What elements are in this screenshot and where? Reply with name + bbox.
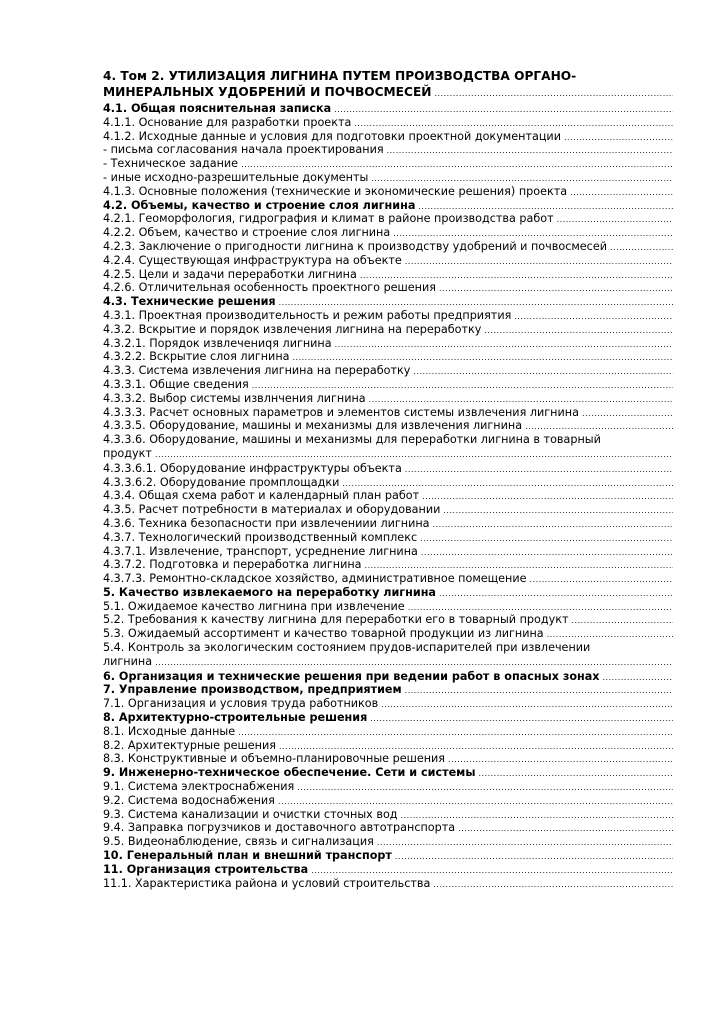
- toc-entry: [103, 683, 673, 697]
- toc-entry-text: 4.3.7.2. Подготовка и переработка лигнина: [103, 558, 362, 572]
- dot-leader: [152, 656, 673, 670]
- dot-leader: [366, 393, 673, 406]
- dot-leader: [275, 795, 673, 808]
- dot-leader: [511, 310, 673, 323]
- dot-leader: [390, 227, 673, 240]
- dot-leader: [357, 269, 673, 282]
- dot-leader: [579, 407, 673, 420]
- toc-entry: [103, 558, 673, 572]
- dot-leader: [410, 365, 673, 378]
- toc-entry: [103, 821, 673, 835]
- toc-entry: [103, 586, 673, 600]
- toc-entry-text: 4.3.2. Вскрытие и порядок извлечения лигнина на переработку: [103, 322, 482, 336]
- toc-entry: [103, 849, 673, 863]
- dot-leader: [475, 767, 673, 780]
- toc-entry-text: 4.3.3.5. Оборудование, машины и механизмы для извлечения лигнина: [103, 419, 523, 433]
- toc-entry: [103, 697, 673, 711]
- section-title: [103, 68, 673, 102]
- toc-entry-text: 4.1.2. Исходные данные и условия для подготовки проектной документации: [103, 129, 561, 143]
- toc-entry-text: 9.5. Видеонаблюдение, связь и сигнализация: [103, 835, 374, 849]
- toc-entry-text: 4.3.6. Техника безопасности при извлечениии лигнина: [103, 516, 430, 530]
- toc-entry-text: 4.2.3. Заключение о пригодности лигнина к производству удобрений и почвосмесей: [103, 239, 607, 253]
- toc-entry: [103, 863, 673, 877]
- dot-leader: [417, 532, 673, 545]
- dot-leader: [402, 463, 673, 476]
- dot-leader: [294, 781, 673, 794]
- toc-entry-text: 4.3.3.2. Выбор системы извлнчения лигнина: [103, 391, 366, 405]
- toc-entry: [103, 600, 673, 614]
- toc-entry-wrapped: [103, 641, 673, 670]
- toc-entry-text: 4.3.1. Проектная производительность и режим работы предприятия: [103, 308, 512, 322]
- toc-entry-text: - письма согласования начала проектирования: [103, 143, 384, 157]
- toc-entry: [103, 462, 673, 476]
- dot-leader: [276, 740, 673, 753]
- toc-entry: [103, 406, 673, 420]
- dot-leader: [415, 200, 673, 213]
- toc-entry: [103, 711, 673, 725]
- toc-entry-text: 4.3.2.1. Порядок извлечениqя лигнина: [103, 336, 332, 350]
- toc-entry: [103, 531, 673, 545]
- toc-entry-wrapped-line-2-row: [103, 447, 673, 462]
- toc-entry: [103, 309, 673, 323]
- toc-entry-wrapped-line-2-row: [103, 655, 673, 670]
- dot-leader: [331, 103, 673, 116]
- toc-entry: [103, 419, 673, 433]
- toc-entry: [103, 171, 673, 185]
- toc-entry: [103, 794, 673, 808]
- toc-entry-text: 4.3.3. Система извлечения лигнина на переработку: [103, 364, 411, 378]
- toc-entry: [103, 780, 673, 794]
- toc-entry-wrapped-line-1: 5.4. Контроль за экологическим состоянием прудов-испарителей при извлечении: [103, 641, 591, 655]
- dot-leader: [368, 172, 673, 185]
- table-of-contents-part-3: [103, 670, 673, 891]
- toc-entry-text: 7. Управление производством, предприятием: [103, 683, 402, 697]
- dot-leader: [378, 698, 673, 711]
- toc-entry-text: 8. Архитектурно-строительные решения: [103, 711, 368, 725]
- dot-leader: [430, 878, 673, 891]
- toc-entry-text: 9.4. Заправка погрузчиков и доставочного автотранспорта: [103, 821, 456, 835]
- toc-entry-text: 4.2.5. Цели и задачи переработки лигнина: [103, 267, 357, 281]
- dot-leader: [418, 546, 673, 559]
- toc-entry-text: 5. Качество извлекаемого на переработку лигнина: [103, 585, 436, 599]
- toc-entry: [103, 143, 673, 157]
- dot-leader: [152, 448, 673, 462]
- dot-leader: [374, 836, 673, 849]
- section-title-line-2: МИНЕРАЛЬНЫХ УДОБРЕНИЙ И ПОЧВОСМЕСЕЙ: [103, 85, 432, 99]
- dot-leader: [445, 753, 673, 766]
- dot-leader: [402, 255, 673, 268]
- toc-entry: [103, 670, 673, 684]
- dot-leader: [527, 573, 673, 586]
- toc-entry: [103, 489, 673, 503]
- dot-leader: [522, 420, 673, 433]
- toc-entry: [103, 281, 673, 295]
- toc-entry-text: 5.1. Ожидаемое качество лигнина при извлечение: [103, 599, 405, 613]
- toc-entry-text: 4.3. Технические решения: [103, 295, 276, 309]
- toc-entry: [103, 199, 673, 213]
- dot-leader: [339, 477, 673, 490]
- dot-leader: [567, 186, 673, 199]
- toc-entry-text: 9. Инженерно-техническое обеспечение. Сети и системы: [103, 766, 476, 780]
- dot-leader: [554, 213, 673, 226]
- dot-leader: [607, 241, 673, 254]
- dot-leader: [544, 628, 673, 641]
- dot-leader: [431, 86, 673, 102]
- toc-entry-text: 4.1.1. Основание для разработки проекта: [103, 115, 352, 129]
- toc-entry-text: 5.3. Ожидаемый ассортимент и качество товарной продукции из лигнина: [103, 627, 544, 641]
- toc-entry: [103, 627, 673, 641]
- toc-entry: [103, 476, 673, 490]
- toc-entry-text: 4.2.6. Отличительная особенность проектного решения: [103, 281, 436, 295]
- toc-entry: [103, 613, 673, 627]
- toc-entry: [103, 212, 673, 226]
- dot-leader: [392, 850, 673, 863]
- toc-entry-text: 4.3.3.1. Общие сведения: [103, 377, 249, 391]
- toc-entry: [103, 517, 673, 531]
- dot-leader: [235, 726, 673, 739]
- dot-leader: [561, 131, 673, 144]
- dot-leader: [249, 379, 673, 392]
- toc-entry: [103, 752, 673, 766]
- dot-leader: [405, 601, 673, 614]
- dot-leader: [419, 490, 673, 503]
- dot-leader: [332, 338, 673, 351]
- toc-entry: [103, 226, 673, 240]
- dot-leader: [398, 809, 673, 822]
- dot-leader: [384, 144, 673, 157]
- dot-leader: [600, 671, 674, 684]
- toc-entry-text: 4.3.3.3. Расчет основных параметров и элементов системы извлечения лигнина: [103, 405, 579, 419]
- toc-entry-text: 4.3.4. Общая схема работ и календарный план работ: [103, 489, 420, 503]
- toc-entry: [103, 808, 673, 822]
- dot-leader: [362, 559, 673, 572]
- toc-entry: [103, 254, 673, 268]
- toc-entry: [103, 503, 673, 517]
- dot-leader: [238, 158, 673, 171]
- toc-entry: [103, 157, 673, 171]
- toc-entry-text: 9.2. Система водоснабжения: [103, 793, 275, 807]
- toc-entry-wrapped-line-2: продукт: [103, 446, 152, 460]
- section-title-line-1: 4. Том 2. УТИЛИЗАЦИЯ ЛИГНИНА ПУТЕМ ПРОИЗВОДСТВА ОРГАНО-: [103, 69, 577, 83]
- toc-entry-text: 4.1.3. Основные положения (технические и экономические решения) проекта: [103, 184, 568, 198]
- toc-entry: [103, 725, 673, 739]
- toc-entry-wrapped-line-2: лигнина: [103, 654, 153, 668]
- toc-entry-text: 11. Организация строительства: [103, 862, 309, 876]
- toc-entry: [103, 378, 673, 392]
- dot-leader: [351, 117, 673, 130]
- toc-entry-text: 4.3.2.2. Вскрытие слоя лигнина: [103, 350, 290, 364]
- toc-entry-text: 8.2. Архитектурные решения: [103, 738, 276, 752]
- toc-entry-text: 4.3.7.1. Извлечение, транспорт, усреднение лигнина: [103, 544, 418, 558]
- toc-entry: [103, 877, 673, 891]
- dot-leader: [436, 587, 673, 600]
- toc-entry: [103, 116, 673, 130]
- toc-entry-text: 4.3.3.6.2. Оборудование промплощадки: [103, 475, 340, 489]
- dot-leader: [402, 684, 673, 697]
- toc-entry-text: 4.1. Общая пояснительная записка: [103, 102, 332, 115]
- section-title-line-2-row: [103, 84, 673, 102]
- dot-leader: [436, 282, 673, 295]
- toc-entry: [103, 835, 673, 849]
- toc-entry-text: 9.3. Система канализации и очистки сточных вод: [103, 807, 398, 821]
- toc-entry: [103, 130, 673, 144]
- toc-entry-text: 9.1. Система электроснабжения: [103, 780, 295, 794]
- toc-entry-text: 8.1. Исходные данные: [103, 724, 236, 738]
- dot-leader: [289, 351, 673, 364]
- toc-entry: [103, 545, 673, 559]
- dot-leader: [308, 864, 673, 877]
- dot-leader: [455, 822, 673, 835]
- toc-entry-text: 7.1. Организация и условия труда работников: [103, 697, 379, 711]
- toc-entry-text: 4.2.4. Существующая инфраструктура на объекте: [103, 253, 402, 267]
- toc-entry-text: 4.2.2. Объем, качество и строение слоя лигнина: [103, 226, 391, 240]
- toc-entry: [103, 268, 673, 282]
- toc-entry-text: - иные исходно-разрешительные документы: [103, 170, 369, 184]
- dot-leader: [481, 324, 673, 337]
- toc-entry-text: 4.2. Объемы, качество и строение слоя лигнина: [103, 198, 416, 212]
- dot-leader: [276, 296, 673, 309]
- toc-entry-text: 4.3.3.6.1. Оборудование инфраструктуры объекта: [103, 461, 402, 475]
- toc-entry-text: - Техническое задание: [103, 157, 239, 171]
- dot-leader: [440, 504, 673, 517]
- table-of-contents-part-2: [103, 462, 673, 641]
- toc-entry-text: 10. Генеральный план и внешний транспорт: [103, 849, 392, 863]
- toc-entry: [103, 240, 673, 254]
- toc-entry-text: 8.3. Конструктивные и объемно-планировочные решения: [103, 752, 446, 766]
- toc-entry: [103, 102, 673, 116]
- toc-entry-text: 4.3.7. Технологический производственный комплекс: [103, 530, 418, 544]
- toc-entry: [103, 572, 673, 586]
- toc-entry: [103, 364, 673, 378]
- toc-entry: [103, 337, 673, 351]
- dot-leader: [367, 712, 673, 725]
- toc-entry: [103, 392, 673, 406]
- toc-entry: [103, 766, 673, 780]
- toc-entry: [103, 739, 673, 753]
- toc-entry: [103, 350, 673, 364]
- toc-entry-text: 4.3.7.3. Ремонтно-складское хозяйство, административное помещение: [103, 572, 527, 586]
- toc-entry: [103, 295, 673, 309]
- toc-entry-wrapped-line-1: 4.3.3.6. Оборудование, машины и механизмы для переработки лигнина в товарный: [103, 433, 601, 447]
- toc-entry-text: 11.1. Характеристика района и условий строительства: [103, 876, 431, 890]
- toc-entry: [103, 185, 673, 199]
- toc-entry: [103, 323, 673, 337]
- toc-entry-wrapped: [103, 433, 673, 462]
- dot-leader: [430, 518, 673, 531]
- toc-entry-text: 6. Организация и технические решения при ведении работ в опасных зонах: [103, 669, 600, 683]
- table-of-contents-part-1: [103, 102, 673, 433]
- document-page: [103, 68, 673, 890]
- toc-entry-text: 4.2.1. Геоморфология, гидрография и климат в районе производства работ: [103, 212, 554, 226]
- toc-entry-text: 5.2. Требования к качеству лигнина для переработки его в товарный продукт: [103, 613, 569, 627]
- dot-leader: [569, 614, 674, 627]
- toc-entry-text: 4.3.5. Расчет потребности в материалах и оборудовании: [103, 503, 441, 517]
